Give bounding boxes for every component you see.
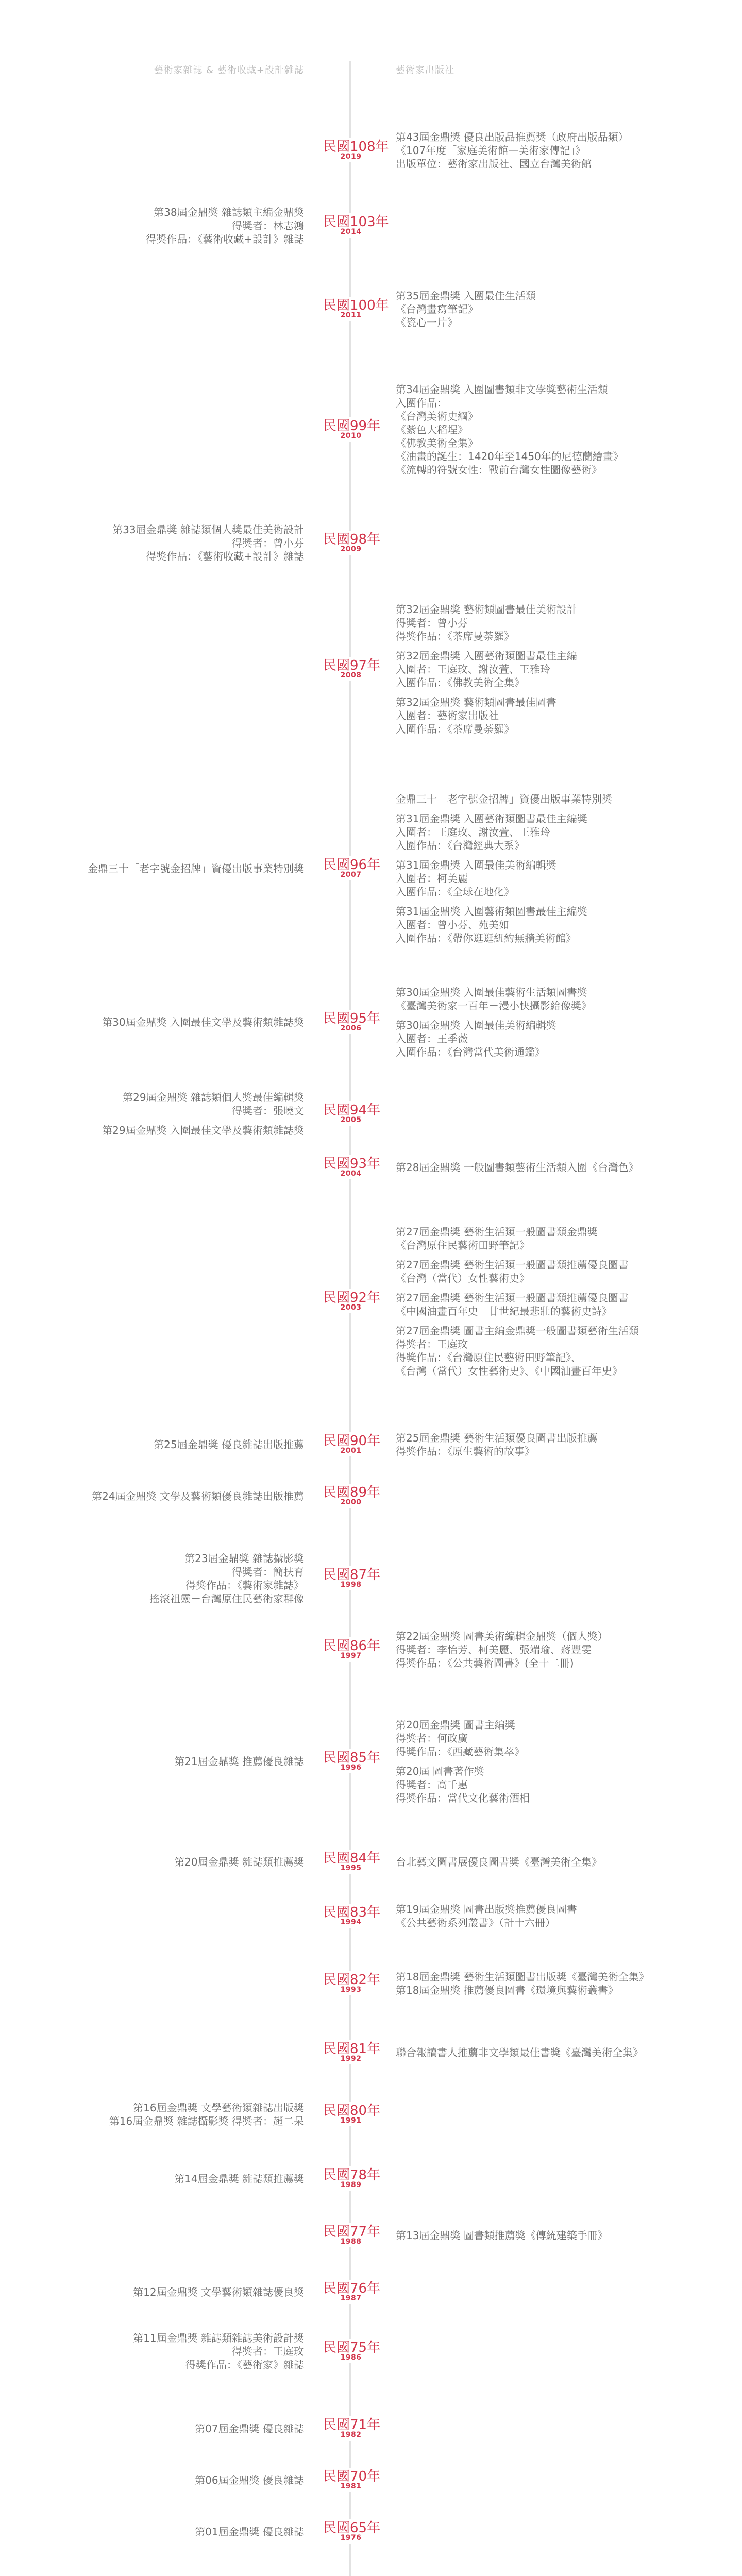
award-item (396, 2229, 726, 2242)
award-item (396, 986, 726, 1012)
year-ad: 2019 (340, 152, 362, 161)
award-text: 入圍者：曾小芬、苑美如 (396, 918, 509, 931)
award-item (396, 1630, 726, 1670)
award-text: 《臺灣美術家一百年－漫小快攝影給像獎》 (396, 999, 592, 1012)
award-text: 第16屆金鼎獎 文學藝術類雜誌出版獎 (133, 2101, 304, 2114)
magazine-awards (0, 1552, 304, 1605)
award-text: 得獎者：王庭玫 (396, 1337, 468, 1350)
year-roc: 民國90年 (323, 1433, 381, 1449)
award-text: 搖滾祖靈－台灣原住民藝術家群像 (149, 1592, 304, 1605)
award-text: 第27屆金鼎獎 藝術生活類一般圖書類金鼎獎 (396, 1225, 598, 1238)
year-ad: 1987 (340, 2294, 362, 2302)
year-marker (323, 138, 389, 162)
award-item (396, 1225, 726, 1252)
publisher-awards (396, 383, 726, 477)
award-text: 《台灣畫寫筆記》 (396, 302, 478, 315)
year-roc: 民國87年 (323, 1567, 381, 1583)
year-ad: 2008 (340, 671, 362, 680)
publisher-awards (396, 289, 726, 329)
year-marker (323, 1010, 379, 1034)
magazine-awards (0, 2285, 304, 2299)
award-text: 得獎者：李怡芳、柯美麗、張端瑜、蔣豐雯 (396, 1643, 592, 1656)
award-item (396, 1291, 726, 1318)
award-text: 金鼎三十「老字號金招牌」資優出版事業特別獎 (88, 862, 304, 875)
award-text: 得獎作品：《藝術家》雜誌 (185, 2358, 304, 2371)
award-text: 第12屆金鼎獎 文學藝術類雜誌優良獎 (133, 2285, 304, 2298)
year-roc: 民國71年 (323, 2417, 381, 2433)
award-item (396, 1161, 726, 1174)
year-roc: 民國94年 (323, 1103, 381, 1118)
publisher-awards (396, 2046, 726, 2059)
award-text: 第43屆金鼎獎 優良出版品推薦獎（政府出版品類） (396, 130, 629, 143)
award-text: 得獎者：簡扶育 (232, 1565, 304, 1578)
award-text: 出版單位：藝術家出版社、國立台灣美術館 (396, 157, 592, 170)
year-roc: 民國78年 (323, 2167, 381, 2183)
magazine-awards (0, 523, 304, 563)
award-item (396, 1258, 726, 1285)
year-marker (323, 1971, 379, 1995)
award-item (0, 2172, 304, 2185)
award-item (396, 812, 726, 852)
award-text: 入圍者：王季薇 (396, 1032, 468, 1045)
award-item (0, 206, 304, 246)
award-text: 第31屆金鼎獎 入圍藝術類圖書最佳主編獎 (396, 812, 587, 825)
award-item (0, 2101, 304, 2128)
year-roc: 民國85年 (323, 1750, 381, 1766)
award-text: 得獎作品：《西藏藝術集萃》 (396, 1745, 525, 1758)
award-text: 金鼎三十「老字號金招牌」資優出版事業特別獎 (396, 792, 612, 805)
year-ad: 2005 (340, 1116, 362, 1124)
award-item (396, 1019, 726, 1059)
year-ad: 1993 (340, 1986, 362, 1994)
award-text: 《台灣原住民藝術田野筆記》 (396, 1239, 530, 1251)
year-ad: 1997 (340, 1652, 362, 1660)
award-text: 第25屆金鼎獎 藝術生活類優良圖書出版推薦 (396, 1431, 598, 1444)
award-text: 得獎者：曾小芬 (232, 536, 304, 549)
award-text: 得獎作品：《藝術收藏+設計》雜誌 (146, 232, 304, 245)
year-roc: 民國81年 (323, 2041, 381, 2057)
year-marker (323, 1566, 379, 1590)
award-text: 第31屆金鼎獎 入圍最佳美術編輯獎 (396, 858, 556, 871)
award-text: 得獎者：何政廣 (396, 1732, 468, 1744)
award-text: 《中國油畫百年史－廿世紀最悲壯的藝術史詩》 (396, 1304, 612, 1317)
year-roc: 民國103年 (323, 214, 389, 230)
award-text: 第30屆金鼎獎 入圍最佳文學及藝術類雜誌獎 (102, 1015, 304, 1028)
year-marker (323, 1749, 379, 1773)
award-item (0, 1489, 304, 1503)
award-text: 第31屆金鼎獎 入圍藝術類圖書最佳主編獎 (396, 905, 587, 918)
publisher-awards (396, 1855, 726, 1869)
award-item (0, 2285, 304, 2299)
award-text: 第25屆金鼎獎 優良雜誌出版推薦 (154, 1438, 304, 1451)
award-item (0, 1755, 304, 1768)
year-roc: 民國84年 (323, 1851, 381, 1866)
year-ad: 1986 (340, 2353, 362, 2362)
award-item (396, 1324, 726, 1378)
year-ad: 2006 (340, 1024, 362, 1032)
award-item (396, 289, 726, 329)
award-text: 第33屆金鼎獎 雜誌類個人獎最佳美術設計 (112, 523, 304, 536)
year-roc: 民國92年 (323, 1290, 381, 1306)
publisher-awards (396, 1903, 726, 1929)
award-text: 第18屆金鼎獎 推薦優良圖書《環境與藝術叢書》 (396, 1984, 618, 1996)
year-marker (323, 2280, 379, 2304)
year-marker (323, 417, 379, 442)
magazine-awards (0, 1438, 304, 1451)
award-text: 第38屆金鼎獎 雜誌類主編金鼎獎 (154, 206, 304, 218)
award-text: 入圍者：王庭玫、謝汝萱、王雅玲 (396, 663, 550, 675)
award-item (0, 862, 304, 875)
year-roc: 民國76年 (323, 2281, 381, 2296)
award-text: 第32屆金鼎獎 入圍藝術類圖書最佳主編 (396, 649, 577, 662)
award-text: 第29屆金鼎獎 雜誌類個人獎最佳編輯獎 (123, 1091, 304, 1104)
award-text: 第30屆金鼎獎 入圍最佳藝術生活類圖書獎 (396, 986, 587, 998)
year-marker (323, 2519, 379, 2544)
magazine-awards (0, 1091, 304, 1137)
award-text: 第23屆金鼎獎 雜誌攝影獎 (184, 1552, 304, 1565)
award-text: 《油畫的誕生：1420年至1450年的尼德蘭繪畫》 (396, 450, 623, 463)
publisher-awards (396, 986, 726, 1059)
publisher-awards (396, 603, 726, 736)
award-text: 台北藝文圖書展優良圖書獎《臺灣美術全集》 (396, 1855, 602, 1868)
year-roc: 民國95年 (323, 1011, 381, 1026)
award-text: 第34屆金鼎獎 入圍圖書類非文學獎藝術生活類 (396, 383, 608, 396)
magazine-awards (0, 1855, 304, 1869)
year-marker (323, 2166, 379, 2191)
year-roc: 民國98年 (323, 532, 381, 547)
award-item (0, 1855, 304, 1869)
year-roc: 民國77年 (323, 2224, 381, 2240)
publisher-awards (396, 2229, 726, 2242)
award-item (0, 2525, 304, 2538)
year-ad: 2009 (340, 545, 362, 553)
award-item (396, 792, 726, 806)
magazine-awards (0, 862, 304, 875)
award-text: 入圍者：藝術家出版社 (396, 709, 499, 722)
year-marker (323, 2468, 379, 2492)
year-marker (323, 2223, 379, 2247)
award-item (0, 2473, 304, 2487)
year-marker (323, 1101, 379, 1126)
award-item (396, 603, 726, 643)
publisher-awards (396, 1431, 726, 1458)
year-ad: 2004 (340, 1170, 362, 1178)
award-text: 得獎作品：《茶席曼荼羅》 (396, 630, 514, 642)
year-ad: 2000 (340, 1498, 362, 1506)
award-item (0, 1091, 304, 1117)
year-marker (323, 2339, 379, 2363)
award-text: 第24屆金鼎獎 文學及藝術類優良雜誌出版推薦 (92, 1489, 304, 1502)
award-text: 《佛教美術全集》 (396, 436, 478, 449)
award-text: 《紫色大稻埕》 (396, 423, 468, 436)
award-item (396, 1855, 726, 1869)
year-ad: 2011 (340, 311, 362, 319)
year-roc: 民國108年 (323, 139, 389, 155)
award-text: 第27屆金鼎獎 藝術生活類一般圖書類推薦優良圖書 (396, 1258, 629, 1271)
year-roc: 民國65年 (323, 2520, 381, 2536)
award-text: 第06屆金鼎獎 優良雜誌 (195, 2473, 304, 2486)
award-text: 第20屆金鼎獎 圖書主編獎 (396, 1718, 515, 1731)
award-item (0, 2331, 304, 2371)
award-text: 第21屆金鼎獎 推薦優良雜誌 (174, 1755, 304, 1768)
publisher-awards (396, 1718, 726, 1805)
award-item (396, 649, 726, 689)
year-marker (323, 1289, 379, 1313)
year-ad: 2003 (340, 1303, 362, 1312)
award-item (396, 1718, 726, 1758)
magazine-awards (0, 1755, 304, 1768)
award-text: 第19屆金鼎獎 圖書出版獎推薦優良圖書 (396, 1903, 577, 1916)
award-item (0, 523, 304, 563)
award-text: 入圍作品：《佛教美術全集》 (396, 676, 525, 689)
award-item (396, 2046, 726, 2059)
year-marker (323, 1432, 379, 1456)
award-text: 第30屆金鼎獎 入圍最佳美術編輯獎 (396, 1019, 556, 1031)
award-text: 得獎作品：《原生藝術的故事》 (396, 1445, 535, 1458)
award-text: 入圍作品： (396, 396, 447, 409)
award-item (396, 383, 726, 477)
publisher-awards (396, 792, 726, 945)
left-column-heading: 藝術家雜誌 & 藝術收藏+設計雜誌 (154, 65, 304, 76)
year-ad: 2007 (340, 871, 362, 879)
year-ad: 1996 (340, 1764, 362, 1772)
award-text: 《台灣（當代）女性藝術史》 (396, 1272, 530, 1284)
year-marker (323, 1904, 379, 1928)
award-text: 第20屆 圖書著作獎 (396, 1765, 484, 1777)
year-ad: 1976 (340, 2534, 362, 2542)
magazine-awards (0, 2422, 304, 2435)
award-text: 第32屆金鼎獎 藝術類圖書最佳美術設計 (396, 603, 577, 616)
award-item (396, 130, 726, 171)
magazine-awards (0, 206, 304, 246)
year-marker (323, 2416, 379, 2441)
award-text: 得獎作品：《台灣原住民藝術田野筆記》、 (396, 1351, 581, 1364)
award-text: 第35屆金鼎獎 入圍最佳生活類 (396, 289, 536, 302)
award-text: 第27屆金鼎獎 藝術生活類一般圖書類推薦優良圖書 (396, 1291, 629, 1304)
award-item (396, 905, 726, 945)
publisher-awards (396, 1630, 726, 1670)
award-text: 入圍作品：《台灣當代美術通鑑》 (396, 1045, 545, 1058)
year-marker (323, 2040, 379, 2064)
award-text: 入圍作品：《台灣經典大系》 (396, 839, 525, 852)
year-ad: 1989 (340, 2181, 362, 2189)
award-text: 《流轉的符號女性：戰前台灣女性圖像藝術》 (396, 463, 602, 476)
year-roc: 民國93年 (323, 1156, 381, 1172)
award-item (396, 1903, 726, 1929)
year-marker (323, 2102, 379, 2126)
award-text: 第28屆金鼎獎 一般圖書類藝術生活類入圍《台灣色》 (396, 1161, 639, 1174)
award-text: 《台灣美術史綱》 (396, 410, 478, 422)
award-text: 入圍作品：《帶你逛逛紐約無牆美術館》 (396, 931, 576, 944)
year-roc: 民國82年 (323, 1972, 381, 1988)
magazine-awards (0, 2101, 304, 2128)
award-text: 第18屆金鼎獎 藝術生活類圖書出版獎《臺灣美術全集》 (396, 1970, 649, 1983)
award-item (0, 2422, 304, 2435)
award-text: 得獎者：張曉文 (232, 1104, 304, 1117)
award-item (0, 1015, 304, 1029)
award-text: 第27屆金鼎獎 圖書主編金鼎獎一般圖書類藝術生活類 (396, 1324, 639, 1337)
award-text: 《公共藝術系列叢書》（計十六冊） (396, 1916, 555, 1929)
award-text: 第20屆金鼎獎 雜誌類推薦獎 (174, 1855, 304, 1868)
award-text: 第29屆金鼎獎 入圍最佳文學及藝術類雜誌獎 (102, 1124, 304, 1137)
magazine-awards (0, 1489, 304, 1503)
year-marker (323, 531, 379, 555)
year-roc: 民國70年 (323, 2469, 381, 2484)
year-ad: 1988 (340, 2238, 362, 2246)
award-text: 第01屆金鼎獎 優良雜誌 (195, 2525, 304, 2538)
award-item (0, 1438, 304, 1451)
award-text: 聯合報讀書人推薦非文學類最佳書獎《臺灣美術全集》 (396, 2046, 643, 2059)
award-text: 《台灣（當代）女性藝術史》、《中國油畫百年史》 (396, 1364, 622, 1377)
year-roc: 民國80年 (323, 2103, 381, 2119)
publisher-awards (396, 130, 726, 171)
year-roc: 民國96年 (323, 857, 381, 873)
award-text: 入圍作品：《茶席曼荼羅》 (396, 722, 514, 735)
year-roc: 民國83年 (323, 1905, 381, 1920)
year-roc: 民國86年 (323, 1638, 381, 1654)
award-text: 入圍作品：《全球在地化》 (396, 885, 514, 898)
year-marker (323, 1484, 379, 1508)
magazine-awards (0, 2172, 304, 2185)
right-column-heading: 藝術家出版社 (396, 65, 454, 76)
magazine-awards (0, 2331, 304, 2371)
award-text: 得獎者：高千惠 (396, 1778, 468, 1791)
year-ad: 2014 (340, 228, 362, 236)
publisher-awards (396, 1161, 726, 1174)
award-text: 得獎者：曾小芬 (396, 616, 468, 629)
publisher-awards (396, 1225, 726, 1378)
award-text: 第16屆金鼎獎 雜誌攝影獎 得獎者：趙二呆 (109, 2114, 304, 2127)
award-text: 第11屆金鼎獎 雜誌類雜誌美術設計獎 (133, 2331, 304, 2344)
year-marker (323, 1850, 379, 1874)
award-text: 第14屆金鼎獎 雜誌類推薦獎 (174, 2172, 304, 2185)
year-marker (323, 297, 389, 321)
year-roc: 民國97年 (323, 658, 381, 673)
award-item (396, 1765, 726, 1805)
award-text: 得獎作品：《藝術收藏+設計》雜誌 (146, 550, 304, 563)
year-ad: 1991 (340, 2116, 362, 2125)
award-item (0, 1124, 304, 1137)
award-text: 入圍者：柯美麗 (396, 872, 468, 885)
year-marker (323, 856, 379, 880)
year-ad: 1981 (340, 2482, 362, 2490)
year-marker (323, 213, 389, 238)
award-text: 第07屆金鼎獎 優良雜誌 (195, 2422, 304, 2435)
magazine-awards (0, 1015, 304, 1029)
award-text: 第32屆金鼎獎 藝術類圖書最佳圖書 (396, 696, 556, 708)
award-item (396, 1431, 726, 1458)
award-text: 第13屆金鼎獎 圖書類推薦獎《傳統建築手冊》 (396, 2229, 608, 2242)
year-ad: 1982 (340, 2431, 362, 2439)
year-roc: 民國75年 (323, 2340, 381, 2355)
year-ad: 1994 (340, 1918, 362, 1926)
award-item (396, 858, 726, 899)
year-roc: 民國89年 (323, 1485, 381, 1500)
year-ad: 1992 (340, 2055, 362, 2063)
year-ad: 1995 (340, 1864, 362, 1872)
year-roc: 民國99年 (323, 418, 381, 434)
award-text: 得獎作品：《藝術家雜誌》 (185, 1579, 304, 1591)
magazine-awards (0, 2525, 304, 2538)
award-item (396, 1970, 726, 1997)
award-text: 得獎者：林志鴻 (232, 219, 304, 232)
magazine-awards (0, 2473, 304, 2487)
year-roc: 民國100年 (323, 298, 389, 313)
award-text: 得獎者：王庭玫 (232, 2345, 304, 2358)
award-item (0, 1552, 304, 1605)
award-text: 得獎作品：當代文化藝術酒相 (396, 1791, 530, 1804)
award-text: 《瓷心一片》 (396, 316, 458, 329)
year-ad: 2001 (340, 1447, 362, 1455)
award-text: 得獎作品：《公共藝術圖書》(全十二冊) (396, 1656, 574, 1669)
publisher-awards (396, 1970, 726, 1997)
year-ad: 1998 (340, 1581, 362, 1589)
year-ad: 2010 (340, 432, 362, 440)
year-marker (323, 657, 379, 681)
year-marker (323, 1155, 379, 1179)
award-text: 《107年度「家庭美術館—美術家傳記」》 (396, 144, 586, 157)
year-marker (323, 1637, 379, 1662)
award-item (396, 696, 726, 736)
award-text: 入圍者：王庭玫、謝汝萱、王雅玲 (396, 825, 550, 838)
award-text: 第22屆金鼎獎 圖書美術編輯金鼎獎（個人獎） (396, 1630, 608, 1642)
